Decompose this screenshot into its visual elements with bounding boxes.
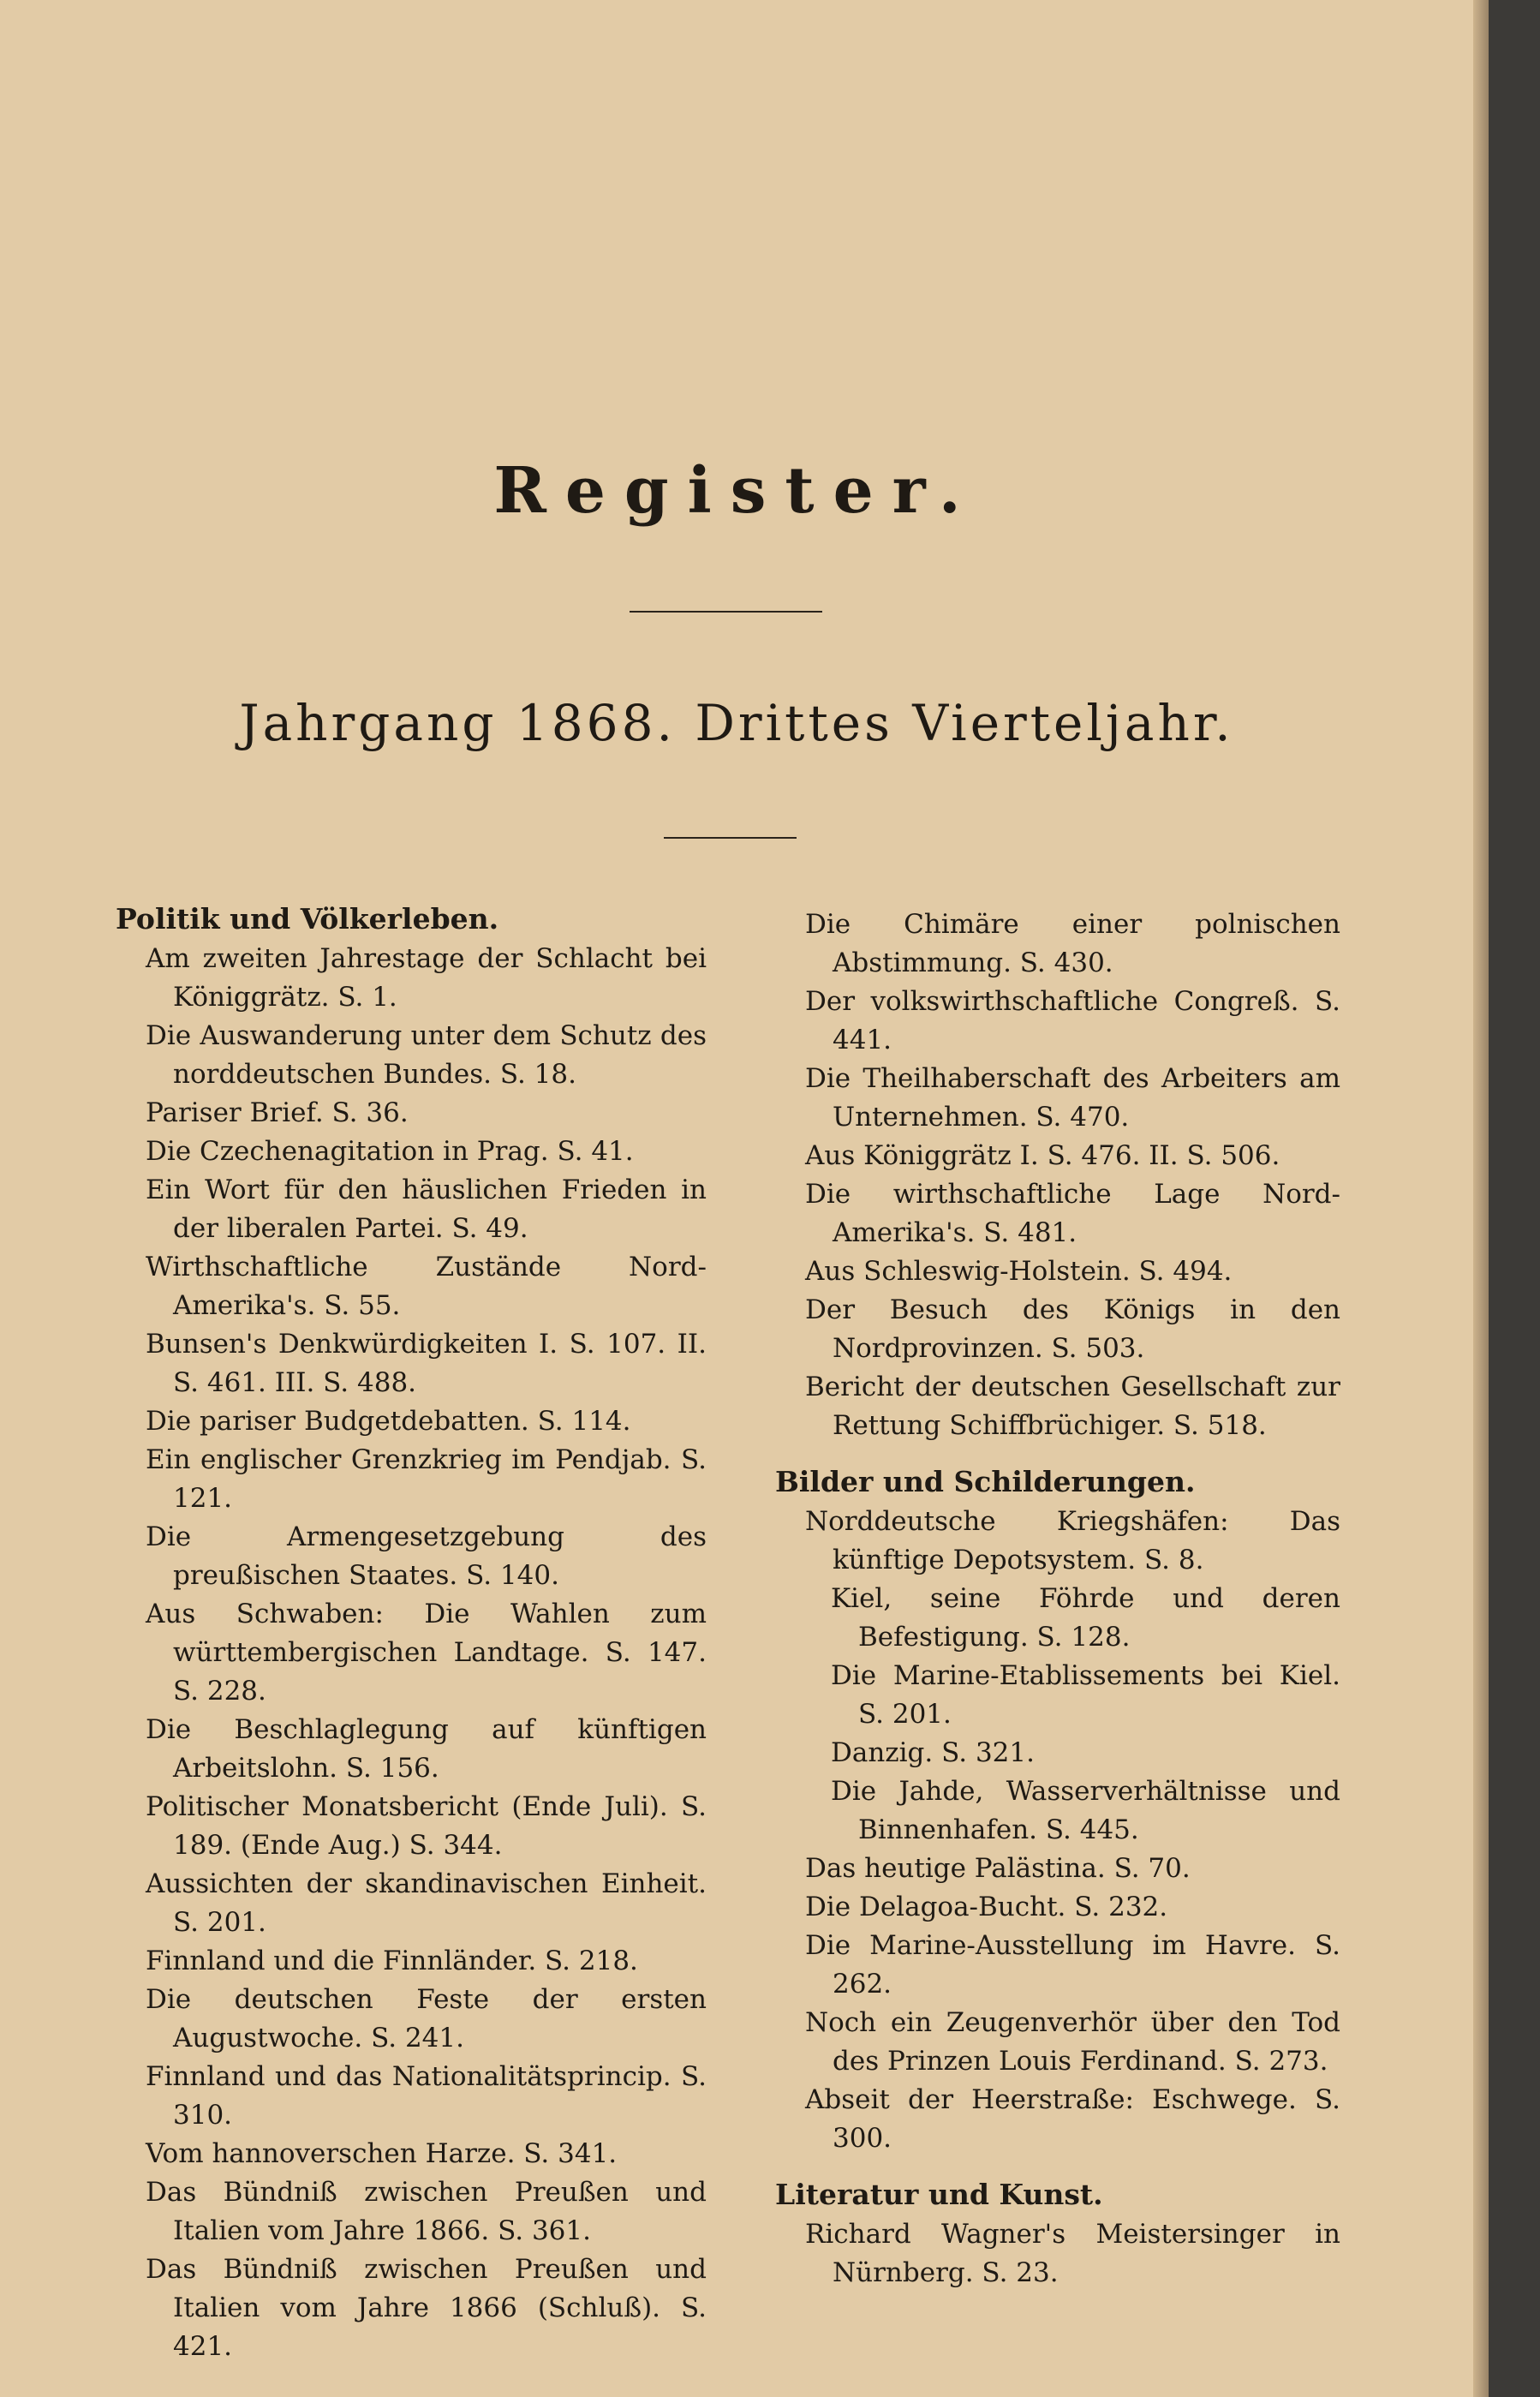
index-entry: Ein englischer Grenzkrieg im Pendjab. S. 121.: [146, 1444, 707, 1514]
index-entry: Finnland und das Nationalitätsprincip. S. 310.: [146, 2061, 707, 2131]
index-entry: Der volkswirthschaftliche Congreß. S. 441.: [805, 986, 1340, 1055]
index-entry: Die deutschen Feste der ersten Augustwoche. S. 241.: [146, 1984, 707, 2053]
index-entry: Die Auswanderung unter dem Schutz des norddeutschen Bundes. S. 18.: [146, 1020, 707, 1090]
index-subentry: Kiel, seine Föhrde und deren Befestigung. S. 128.: [831, 1583, 1340, 1653]
index-entry: Die Marine-Ausstellung im Havre. S. 262.: [805, 1930, 1340, 1999]
index-entry: Die Chimäre einer polnischen Abstimmung. S. 430.: [805, 909, 1340, 978]
index-entry: Finnland und die Finnländer. S. 218.: [146, 1946, 638, 1976]
section-heading-politik: Politik und Völkerleben.: [116, 902, 499, 935]
index-entry: Die Theilhaberschaft des Arbeiters am Unternehmen. S. 470.: [805, 1063, 1340, 1133]
index-entry: Die Delagoa-Bucht. S. 232.: [805, 1892, 1168, 1922]
index-entry: Das heutige Palästina. S. 70.: [805, 1853, 1191, 1884]
page-title: Register.: [493, 454, 980, 528]
index-entry: Politischer Monatsbericht (Ende Juli). S. 189. (Ende Aug.) S. 344.: [146, 1791, 707, 1861]
title-divider: [630, 611, 822, 613]
index-entry: Aussichten der skandinavischen Einheit. S. 201.: [146, 1868, 707, 1938]
index-entry: Die Czechenagitation in Prag. S. 41.: [146, 1136, 634, 1167]
index-subentry: Die Marine-Etablissements bei Kiel. S. 201.: [831, 1660, 1340, 1730]
index-entry: Ein Wort für den häuslichen Frieden in der liberalen Partei. S. 49.: [146, 1175, 707, 1244]
section-heading-literatur: Literatur und Kunst.: [775, 2178, 1103, 2211]
subtitle-divider: [664, 837, 797, 839]
index-entry: Aus Schwaben: Die Wahlen zum württembergischen Landtage. S. 147. S. 228.: [146, 1599, 707, 1707]
index-entry: Aus Schleswig-Holstein. S. 494.: [805, 1256, 1233, 1287]
index-entry: Noch ein Zeugenverhör über den Tod des Prinzen Louis Ferdinand. S. 273.: [805, 2007, 1340, 2077]
index-entry: Aus Königgrätz I. S. 476. II. S. 506.: [805, 1140, 1280, 1171]
index-entry: Die Armengesetzgebung des preußischen Staates. S. 140.: [146, 1521, 707, 1591]
index-entry: Die pariser Budgetdebatten. S. 114.: [146, 1406, 631, 1437]
index-entry: Die wirthschaftliche Lage Nord-Amerika's. S. 481.: [805, 1179, 1340, 1248]
index-entry: Pariser Brief. S. 36.: [146, 1097, 409, 1128]
index-entry: Richard Wagner's Meistersinger in Nürnberg. S. 23.: [805, 2219, 1340, 2288]
index-entry: Vom hannoverschen Harze. S. 341.: [146, 2138, 618, 2169]
index-entry: Abseit der Heerstraße: Eschwege. S. 300.: [805, 2084, 1340, 2154]
index-subentry: Danzig. S. 321.: [831, 1737, 1035, 1768]
index-entry: Norddeutsche Kriegshäfen: Das künftige Depotsystem. S. 8.: [805, 1506, 1340, 1575]
index-entry: Wirthschaftliche Zustände Nord-Amerika's. S. 55.: [146, 1252, 707, 1321]
page-edge: [1473, 0, 1489, 2397]
index-entry: Das Bündniß zwischen Preußen und Italien vom Jahre 1866 (Schluß). S. 421.: [146, 2254, 707, 2362]
index-entry: Bericht der deutschen Gesellschaft zur Rettung Schiffbrüchiger. S. 518.: [805, 1372, 1340, 1441]
index-entry: Am zweiten Jahrestage der Schlacht bei Königgrätz. S. 1.: [146, 943, 707, 1013]
index-entry: Der Besuch des Königs in den Nordprovinzen. S. 503.: [805, 1294, 1340, 1364]
index-entry: Die Beschlaglegung auf künftigen Arbeitslohn. S. 156.: [146, 1714, 707, 1784]
left-column: [116, 900, 707, 2366]
section-heading-bilder: Bilder und Schilderungen.: [775, 1465, 1196, 1498]
index-subentry: Die Jahde, Wasserverhältnisse und Binnenhafen. S. 445.: [831, 1776, 1340, 1845]
index-entry: Bunsen's Denkwürdigkeiten I. S. 107. II. S. 461. III. S. 488.: [146, 1329, 707, 1398]
page-subtitle: Jahrgang 1868. Drittes Vierteljahr.: [239, 694, 1234, 752]
right-column: [775, 906, 1340, 2292]
index-entry: Das Bündniß zwischen Preußen und Italien vom Jahre 1866. S. 361.: [146, 2177, 707, 2246]
